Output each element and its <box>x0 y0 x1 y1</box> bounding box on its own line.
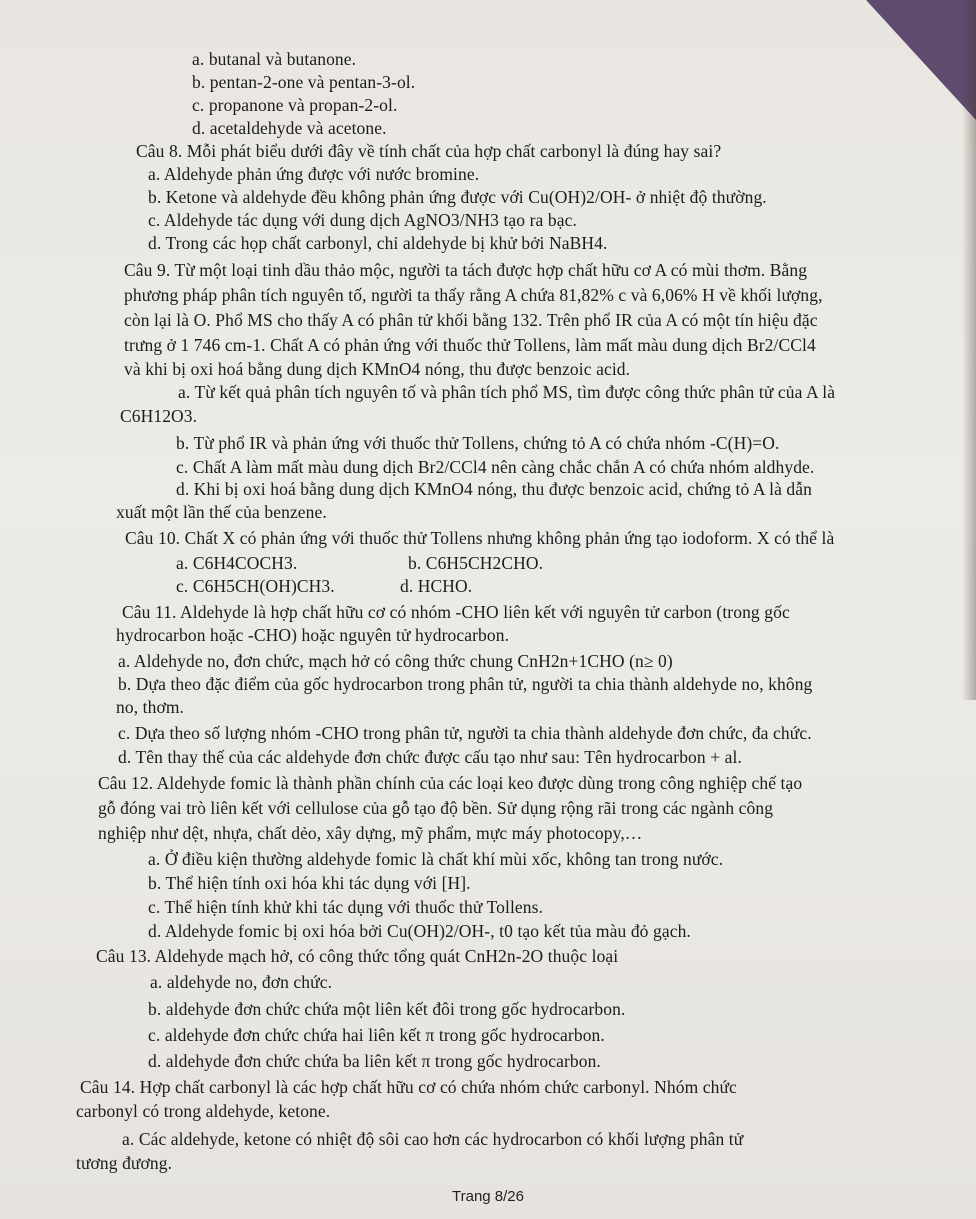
q14-statement-a-cont: tương đương. <box>76 1153 173 1173</box>
q11-stem-line-2: hydrocarbon hoặc -CHO) hoặc nguyên tử hydrocarbon. <box>116 625 510 645</box>
q9-statement-d-cont: xuất một lần thế của benzene. <box>116 502 327 522</box>
q7-option-a: a. butanal và butanone. <box>192 49 357 69</box>
q10-option-b: b. C6H5CH2CHO. <box>408 553 544 573</box>
q9-stem-line-3: còn lại là O. Phổ MS cho thấy A có phân tử khối bằng 132. Trên phổ IR của A có một tín hiệu đặc <box>124 310 818 330</box>
page-number: Trang 8/26 <box>452 1188 524 1205</box>
q13-option-a: a. aldehyde no, đơn chức. <box>150 972 333 992</box>
q10-stem: Câu 10. Chất X có phản ứng với thuốc thử Tollens nhưng không phản ứng tạo iodoform. X có thể là <box>125 528 835 548</box>
q9-statement-a-cont: C6H12O3. <box>120 406 198 426</box>
q11-statement-b-cont: no, thơm. <box>116 697 185 717</box>
q12-stem-line-2: gỗ đóng vai trò liên kết với cellulose của gỗ tạo độ bền. Sử dụng rộng rãi trong các ngành công <box>98 798 774 818</box>
q10-option-d: d. HCHO. <box>400 576 473 596</box>
q9-stem-line-2: phương pháp phân tích nguyên tố, người ta thấy rằng A chứa 81,82% c và 6,06% H về khối lượng, <box>124 285 823 305</box>
q14-statement-a: a. Các aldehyde, ketone có nhiệt độ sôi cao hơn các hydrocarbon có khối lượng phân tử <box>122 1129 744 1149</box>
q11-statement-a: a. Aldehyde no, đơn chức, mạch hở có công thức chung CnH2n+1CHO (n≥ 0) <box>118 651 673 671</box>
q10-option-c: c. C6H5CH(OH)CH3. <box>176 576 335 596</box>
q14-stem-line-1: Câu 14. Hợp chất carbonyl là các hợp chất hữu cơ có chứa nhóm chức carbonyl. Nhóm chức <box>80 1077 737 1097</box>
page-corner-shadow <box>866 0 976 120</box>
q7-option-d: d. acetaldehyde và acetone. <box>192 118 387 138</box>
q8-statement-a: a. Aldehyde phản ứng được với nước bromine. <box>148 164 480 184</box>
q9-stem-line-4: trưng ở 1 746 cm-1. Chất A có phản ứng với thuốc thử Tollens, làm mất màu dung dịch Br2/CCl4 <box>124 335 816 355</box>
q11-stem-line-1: Câu 11. Aldehyde là hợp chất hữu cơ có nhóm -CHO liên kết với nguyên tử carbon (trong gốc <box>122 602 790 622</box>
q12-statement-d: d. Aldehyde fomic bị oxi hóa bởi Cu(OH)2/OH-, t0 tạo kết tủa màu đỏ gạch. <box>148 921 691 941</box>
q11-statement-c: c. Dựa theo số lượng nhóm -CHO trong phân tử, người ta chia thành aldehyde đơn chức, đa chức. <box>118 723 812 743</box>
q8-statement-d: d. Trong các họp chất carbonyl, chỉ aldehyde bị khử bởi NaBH4. <box>148 233 608 253</box>
q10-option-a: a. C6H4COCH3. <box>176 553 298 573</box>
q12-statement-c: c. Thể hiện tính khử khi tác dụng với thuốc thử Tollens. <box>148 897 544 917</box>
q7-option-b: b. pentan-2-one và pentan-3-ol. <box>192 72 416 92</box>
q9-stem-line-1: Câu 9. Từ một loại tinh dầu thảo mộc, người ta tách được hợp chất hữu cơ A có mùi thơm. Bằng <box>124 260 808 280</box>
q13-option-b: b. aldehyde đơn chức chứa một liên kết đôi trong gốc hydrocarbon. <box>148 999 626 1019</box>
q11-statement-b: b. Dựa theo đặc điểm của gốc hydrocarbon trong phân tử, người ta chia thành aldehyde no, không <box>118 674 813 694</box>
q13-option-c: c. aldehyde đơn chức chứa hai liên kết π trong gốc hydrocarbon. <box>148 1025 605 1045</box>
q14-stem-line-2: carbonyl có trong aldehyde, ketone. <box>76 1101 331 1121</box>
q8-statement-c: c. Aldehyde tác dụng với dung dịch AgNO3/NH3 tạo ra bạc. <box>148 210 577 230</box>
q7-option-c: c. propanone và propan-2-ol. <box>192 95 398 115</box>
q9-stem-line-5: và khi bị oxi hoá bằng dung dịch KMnO4 nóng, thu được benzoic acid. <box>124 359 631 379</box>
q13-stem: Câu 13. Aldehyde mạch hở, có công thức tổng quát CnH2n-2O thuộc loại <box>96 946 619 966</box>
q9-statement-c: c. Chất A làm mất màu dung dịch Br2/CCl4 nên càng chắc chắn A có chứa nhóm aldhyde. <box>176 457 815 477</box>
q12-stem-line-3: nghiệp như dệt, nhựa, chất dẻo, xây dựng, mỹ phẩm, mực máy photocopy,… <box>98 823 643 843</box>
q9-statement-d: d. Khi bị oxi hoá bằng dung dịch KMnO4 nóng, thu được benzoic acid, chứng tỏ A là dẫn <box>176 479 812 499</box>
q9-statement-a: a. Từ kết quả phân tích nguyên tố và phân tích phổ MS, tìm được công thức phân tử của A là <box>178 382 836 402</box>
q8-statement-b: b. Ketone và aldehyde đều không phản ứng được với Cu(OH)2/OH- ở nhiệt độ thường. <box>148 187 767 207</box>
q13-option-d: d. aldehyde đơn chức chứa ba liên kết π trong gốc hydrocarbon. <box>148 1051 601 1071</box>
q9-statement-b: b. Từ phổ IR và phản ứng với thuốc thử Tollens, chứng tỏ A có chứa nhóm -C(H)=O. <box>176 433 780 453</box>
q11-statement-d: d. Tên thay thế của các aldehyde đơn chức được cấu tạo như sau: Tên hydrocarbon + al. <box>118 747 742 767</box>
q12-statement-a: a. Ở điều kiện thường aldehyde fomic là chất khí mùi xốc, không tan trong nước. <box>148 849 724 869</box>
q12-stem-line-1: Câu 12. Aldehyde fomic là thành phần chính của các loại keo được dùng trong công nghiệp chế tạo <box>98 773 803 793</box>
q12-statement-b: b. Thể hiện tính oxi hóa khi tác dụng với [H]. <box>148 873 471 893</box>
q8-stem: Câu 8. Mỗi phát biểu dưới đây về tính chất của hợp chất carbonyl là đúng hay sai? <box>136 141 722 161</box>
page-edge-shadow <box>962 0 976 700</box>
